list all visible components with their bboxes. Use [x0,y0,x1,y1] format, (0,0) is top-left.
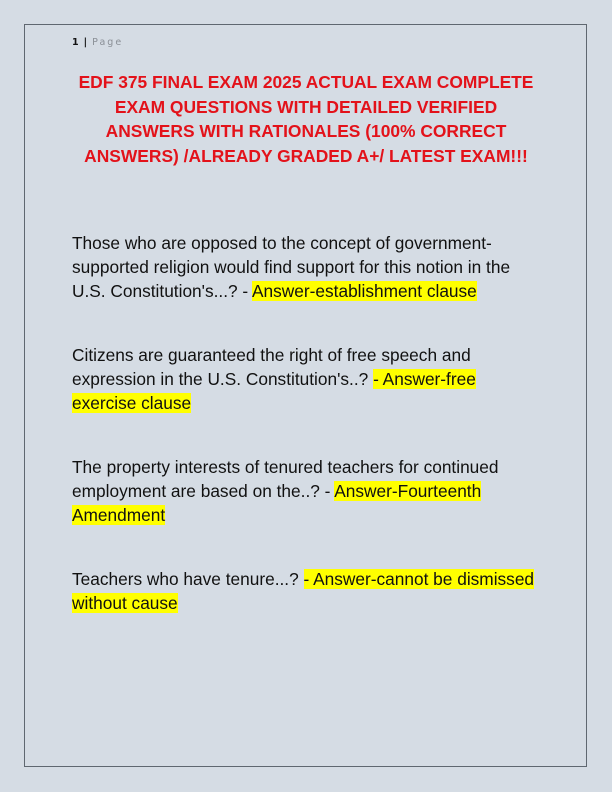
page-label: Page [92,37,124,48]
page-number-header [72,37,123,48]
answer-highlight: - Answer-free exercise clause [72,369,476,414]
question-item [72,455,540,528]
question-text: Those who are opposed to the concept of government-supported religion would find support for this notion in the U.S. Constitution's...? - [72,233,511,302]
answer-highlight: Answer-Fourteenth Amendment [72,481,482,526]
question-item [72,231,540,304]
page-separator: | [83,37,88,48]
question-item [72,567,540,615]
question-item [72,343,540,416]
document-title: EDF 375 FINAL EXAM 2025 ACTUAL EXAM COMPLETE EXAM QUESTIONS WITH DETAILED VERIFIED ANSWERS WITH RATIONALES (100% CORRECT ANSWERS) /ALREADY GRADED A+/ LATEST EXAM!!! [78,72,534,166]
question-text: The property interests of tenured teachers for continued employment are based on the..? - [72,457,499,502]
answer-highlight: Answer-establishment clause [252,281,477,302]
page-number: 1 [72,37,79,48]
answer-highlight: - Answer-cannot be dismissed without cause [72,569,535,614]
question-text: Citizens are guaranteed the right of free speech and expression in the U.S. Constitution's..? [72,345,471,390]
question-text: Teachers who have tenure...? [72,569,304,589]
